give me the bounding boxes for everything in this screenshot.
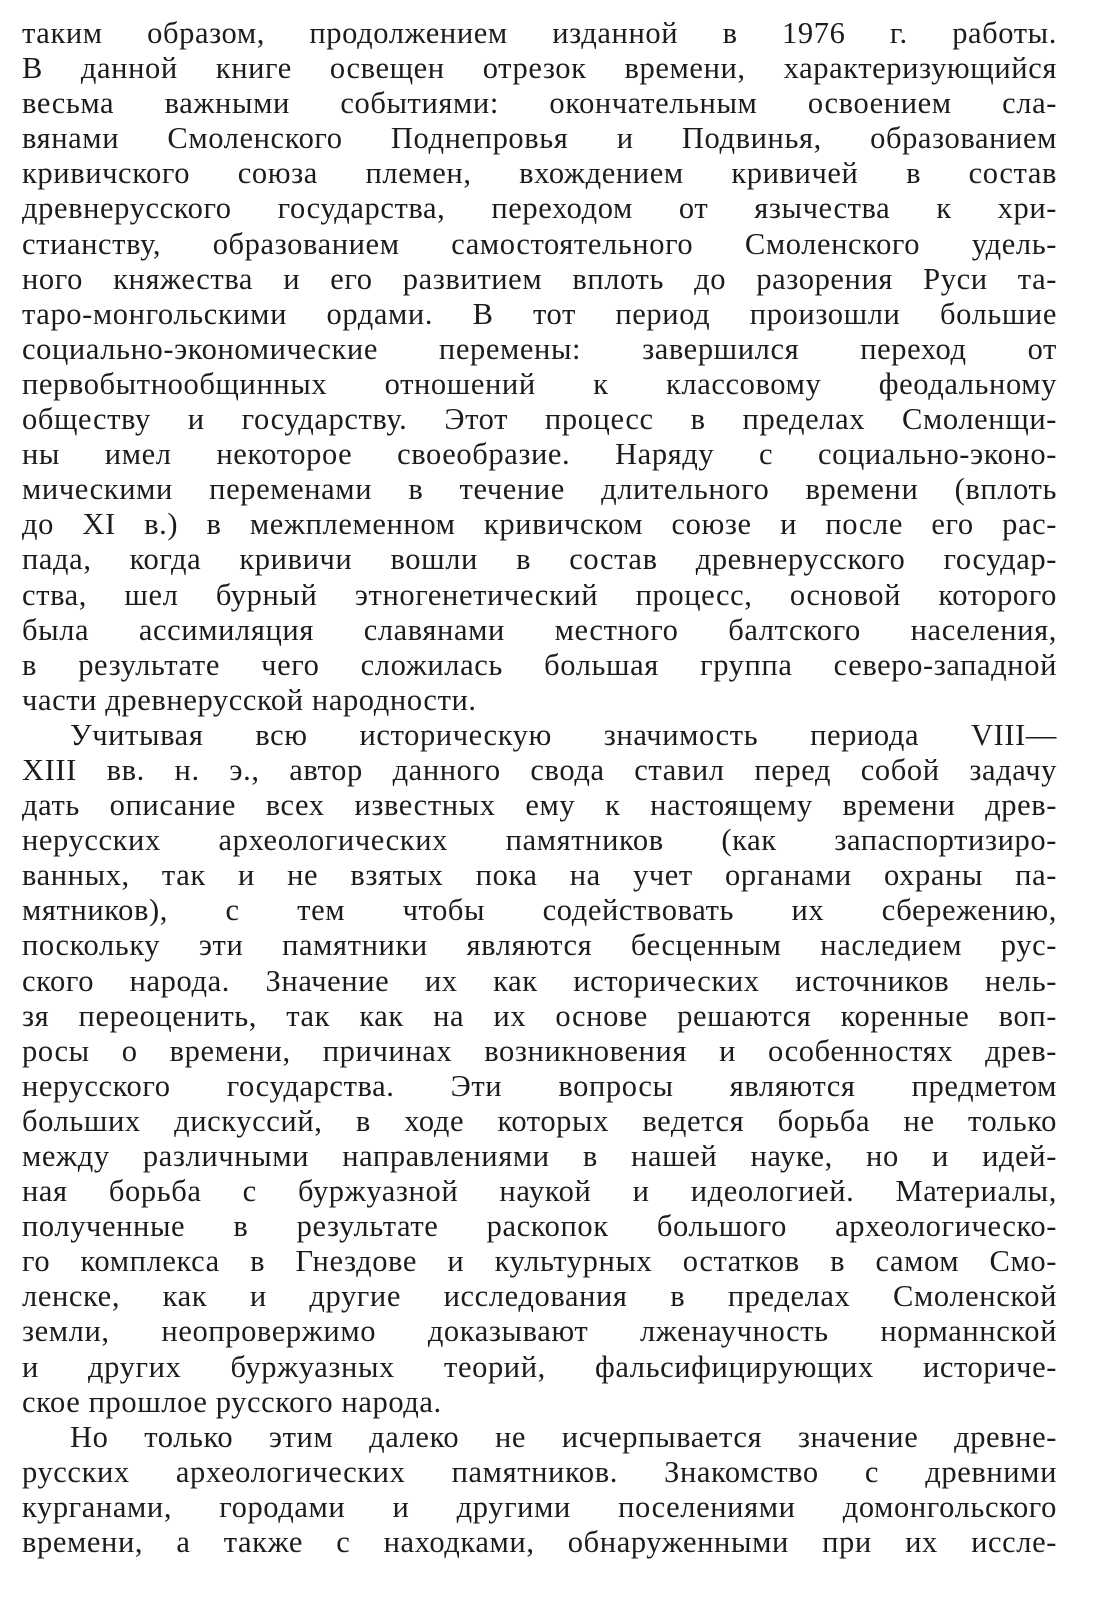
paragraph-1	[22, 16, 1057, 718]
text-line: и других буржуазных теорий, фальсифицирующих историче-	[22, 1349, 1057, 1384]
text-line: земли, неопровержимо доказывают лженаучность норманнской	[22, 1314, 1057, 1349]
text-line: курганами, городами и другими поселениями домонгольского	[22, 1489, 1057, 1524]
text-line: между различными направлениями в нашей науке, но и идей-	[22, 1139, 1057, 1173]
text-line: пада, когда кривичи вошли в состав древнерусского государ-	[22, 542, 1057, 577]
text-line: части древнерусской народности.	[22, 682, 477, 717]
text-line: В данной книге освещен отрезок времени, характеризующийся	[22, 51, 1057, 86]
text-line: нерусского государства. Эти вопросы являются предметом	[22, 1068, 1057, 1103]
text-line: мическими переменами в течение длительного времени (вплоть	[22, 472, 1057, 507]
text-line: росы о времени, причинах возникновения и особенностях древ-	[22, 1033, 1057, 1068]
text-line: таким образом, продолжением изданной в 1976 г. работы.	[22, 16, 1057, 50]
text-line: XIII вв. н. э., автор данного свода ставил перед собой задачу	[22, 752, 1057, 787]
text-line: кривичского союза племен, вхождением кривичей в состав	[22, 156, 1057, 191]
paragraph-2	[22, 718, 1057, 1420]
text-line: мятников), с тем чтобы содействовать их сбережению,	[22, 893, 1057, 928]
text-line: весьма важными событиями: окончательным освоением сла-	[22, 86, 1057, 121]
text-line: го комплекса в Гнездове и культурных остатков в самом Смо-	[22, 1244, 1057, 1279]
text-line: ванных, так и не взятых пока на учет органами охраны па-	[22, 858, 1057, 893]
text-line: ны имел некоторое своеобразие. Наряду с социально-эконо-	[22, 437, 1057, 472]
text-line: Но только этим далеко не исчерпывается значение древне-	[70, 1419, 1057, 1454]
paragraph-3	[22, 1420, 1057, 1560]
text-line: полученные в результате раскопок большого археологическо-	[22, 1209, 1057, 1244]
text-line: ства, шел бурный этногенетический процесс, основой которого	[22, 577, 1057, 612]
text-line: вянами Смоленского Поднепровья и Подвинья, образованием	[22, 121, 1057, 156]
text-line: русских археологических памятников. Знакомство с древними	[22, 1454, 1057, 1489]
text-line: в результате чего сложилась большая группа северо-западной	[22, 647, 1057, 682]
text-line: Учитывая всю историческую значимость периода VIII—	[70, 717, 1057, 752]
text-line: ского народа. Значение их как исторических источников нель-	[22, 963, 1057, 998]
text-line: была ассимиляция славянами местного балтского населения,	[22, 612, 1057, 647]
text-line: стианству, образованием самостоятельного Смоленского удель-	[22, 226, 1057, 261]
text-line: древнерусского государства, переходом от язычества к хри-	[22, 191, 1057, 226]
text-line: до XI в.) в межплеменном кривичском союзе и после его рас-	[22, 507, 1057, 542]
text-line: ское прошлое русского народа.	[22, 1384, 442, 1419]
text-line: таро-монгольскими ордами. В тот период произошли большие	[22, 296, 1057, 331]
text-line: нерусских археологических памятников (как запаспортизиро-	[22, 823, 1057, 858]
text-line: обществу и государству. Этот процесс в пределах Смоленщи-	[22, 402, 1057, 437]
text-line: ного княжества и его развитием вплоть до разорения Руси та-	[22, 261, 1057, 296]
text-line: ная борьба с буржуазной наукой и идеологией. Материалы,	[22, 1174, 1057, 1209]
text-line: зя переоценить, так как на их основе решаются коренные воп-	[22, 998, 1057, 1033]
text-line: дать описание всех известных ему к настоящему времени древ-	[22, 788, 1057, 823]
text-line: ленске, как и другие исследования в пределах Смоленской	[22, 1279, 1057, 1314]
text-line: времени, а также с находками, обнаруженными при их иссле-	[22, 1525, 1057, 1560]
text-line: поскольку эти памятники являются бесценным наследием рус-	[22, 928, 1057, 963]
text-line: социально-экономические перемены: завершился переход от	[22, 331, 1057, 366]
text-line: больших дискуссий, в ходе которых ведется борьба не только	[22, 1103, 1057, 1138]
text-line: первобытнообщинных отношений к классовому феодальному	[22, 366, 1057, 401]
